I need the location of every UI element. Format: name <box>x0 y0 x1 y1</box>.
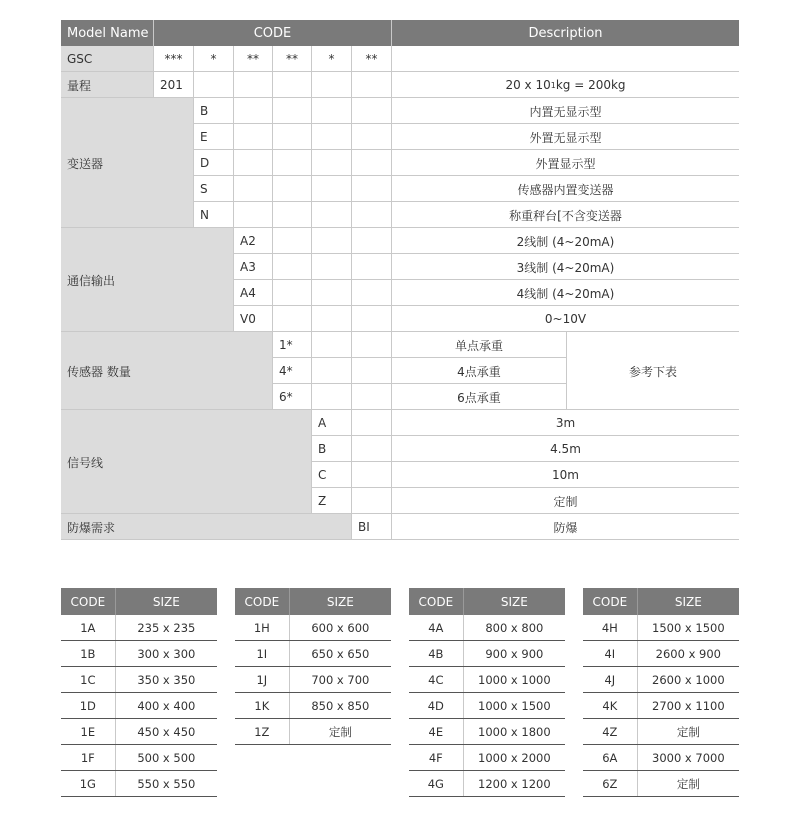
size-code: 6A <box>602 750 618 765</box>
empty-code-cell <box>272 280 311 306</box>
transmitter-option-code: E <box>193 124 233 150</box>
size-code: 1C <box>80 672 96 687</box>
empty-code-cell <box>311 228 351 254</box>
range-desc-suffix: kg = 200kg <box>555 78 626 92</box>
explosion-proof-code: BI <box>351 514 391 540</box>
gsc-code-placeholder: ** <box>233 46 272 72</box>
empty-code-cell <box>351 280 391 306</box>
output-option-description: 2线制 (4~20mA) <box>391 228 739 254</box>
output-option-code: A3 <box>233 254 272 280</box>
size-table-header <box>61 588 217 615</box>
size-column-header: SIZE <box>289 588 391 615</box>
size-table-1 <box>61 588 217 797</box>
empty-code-cell <box>351 176 391 202</box>
size-value: 2600 x 1000 <box>637 667 739 692</box>
size-value: 2600 x 900 <box>637 641 739 666</box>
empty-code-cell <box>272 228 311 254</box>
signal-wire-label: 信号线 <box>61 410 311 514</box>
empty-code-cell <box>233 72 272 98</box>
size-value: 300 x 300 <box>115 641 217 666</box>
empty-code-cell <box>233 150 272 176</box>
size-code: 1K <box>254 698 270 713</box>
row-divider <box>61 71 739 72</box>
size-value: 850 x 850 <box>289 693 391 718</box>
size-code: 4K <box>602 698 618 713</box>
empty-code-cell <box>233 202 272 228</box>
size-value: 350 x 350 <box>115 667 217 692</box>
empty-code-cell <box>311 98 351 124</box>
size-table-row <box>583 693 739 719</box>
transmitter-option-description: 传感器内置变送器 <box>391 176 739 202</box>
size-code: 4I <box>604 646 616 661</box>
sensor-count-option-code: 6* <box>272 384 311 410</box>
output-option-code: A2 <box>233 228 272 254</box>
size-table-row <box>409 745 565 771</box>
size-value: 定制 <box>637 771 739 796</box>
code-column-header: CODE <box>418 594 454 609</box>
size-table-row <box>583 667 739 693</box>
row-divider <box>61 539 739 540</box>
gsc-code-placeholder: * <box>193 46 233 72</box>
size-value: 600 x 600 <box>289 615 391 640</box>
signal-wire-option-code: A <box>311 410 351 436</box>
size-table-row <box>235 667 391 693</box>
empty-code-cell <box>233 124 272 150</box>
range-description <box>391 72 739 98</box>
transmitter-option-code: N <box>193 202 233 228</box>
transmitter-option-description: 外置无显示型 <box>391 124 739 150</box>
size-table-row <box>583 745 739 771</box>
range-code: 201 <box>153 72 193 98</box>
sensor-count-option-description: 6点承重 <box>391 384 566 410</box>
size-table-row <box>235 615 391 641</box>
size-value: 900 x 900 <box>463 641 565 666</box>
empty-code-cell <box>272 124 311 150</box>
size-table-row <box>409 667 565 693</box>
size-table-row <box>409 615 565 641</box>
signal-wire-option-code: C <box>311 462 351 488</box>
code-column-header: CODE <box>70 594 106 609</box>
gsc-code-placeholder: ** <box>351 46 391 72</box>
size-value: 1000 x 1500 <box>463 693 565 718</box>
size-column-header: SIZE <box>115 588 217 615</box>
size-table-row <box>409 693 565 719</box>
transmitter-option-description: 称重秤台[不含变送器 <box>391 202 739 228</box>
empty-code-cell <box>272 72 311 98</box>
size-column-header: SIZE <box>463 588 565 615</box>
size-value: 500 x 500 <box>115 745 217 770</box>
size-table-header <box>409 588 565 615</box>
size-table-row <box>61 693 217 719</box>
empty-code-cell <box>193 72 233 98</box>
size-code: 4A <box>428 620 444 635</box>
empty-code-cell <box>351 72 391 98</box>
explosion-proof-description: 防爆 <box>391 514 739 540</box>
size-value: 400 x 400 <box>115 693 217 718</box>
size-code: 1E <box>80 724 96 739</box>
empty-code-cell <box>351 98 391 124</box>
size-code: 4D <box>427 698 444 713</box>
ordering-code-table <box>61 20 739 537</box>
size-table-row <box>61 615 217 641</box>
size-table-row <box>61 641 217 667</box>
size-table-row <box>235 719 391 745</box>
transmitter-label: 变送器 <box>61 98 193 228</box>
empty-code-cell <box>351 358 391 384</box>
header-code: CODE <box>153 20 391 46</box>
size-table-row <box>583 719 739 745</box>
gsc-code-placeholder: * <box>311 46 351 72</box>
header-model-name: Model Name <box>61 20 153 46</box>
size-table-row <box>583 771 739 797</box>
empty-code-cell <box>311 332 351 358</box>
transmitter-option-code: D <box>193 150 233 176</box>
empty-code-cell <box>351 228 391 254</box>
empty-code-cell <box>272 150 311 176</box>
gsc-code-placeholder: ** <box>272 46 311 72</box>
size-value: 550 x 550 <box>115 771 217 796</box>
signal-wire-option-description: 10m <box>391 462 739 488</box>
sensor-count-option-code: 1* <box>272 332 311 358</box>
size-code: 1B <box>80 646 96 661</box>
empty-code-cell <box>311 254 351 280</box>
model-gsc-label: GSC <box>61 46 153 72</box>
size-code: 1F <box>80 750 95 765</box>
size-value: 1200 x 1200 <box>463 771 565 796</box>
transmitter-option-description: 内置无显示型 <box>391 98 739 124</box>
empty-code-cell <box>351 436 391 462</box>
size-value: 2700 x 1100 <box>637 693 739 718</box>
empty-code-cell <box>351 254 391 280</box>
empty-code-cell <box>272 202 311 228</box>
size-table-header <box>583 588 739 615</box>
signal-wire-option-description: 3m <box>391 410 739 436</box>
size-value: 1000 x 1800 <box>463 719 565 744</box>
size-code: 1G <box>79 776 96 791</box>
empty-code-cell <box>351 124 391 150</box>
empty-code-cell <box>311 280 351 306</box>
sensor-count-option-description: 单点承重 <box>391 332 566 358</box>
transmitter-option-code: S <box>193 176 233 202</box>
empty-code-cell <box>351 462 391 488</box>
empty-code-cell <box>272 176 311 202</box>
output-option-code: A4 <box>233 280 272 306</box>
transmitter-option-code: B <box>193 98 233 124</box>
empty-code-cell <box>233 98 272 124</box>
size-code: 4C <box>428 672 444 687</box>
empty-code-cell <box>351 306 391 332</box>
empty-code-cell <box>351 410 391 436</box>
empty-code-cell <box>351 150 391 176</box>
range-label: 量程 <box>61 72 153 98</box>
size-table-row <box>583 615 739 641</box>
size-code: 1H <box>253 620 270 635</box>
transmitter-option-description: 外置显示型 <box>391 150 739 176</box>
output-option-description: 3线制 (4~20mA) <box>391 254 739 280</box>
size-code: 4F <box>428 750 443 765</box>
size-code: 4B <box>428 646 444 661</box>
empty-code-cell <box>311 72 351 98</box>
size-code: 1I <box>256 646 268 661</box>
empty-code-cell <box>351 202 391 228</box>
empty-code-cell <box>233 176 272 202</box>
size-table-2 <box>235 588 391 745</box>
size-table-header <box>235 588 391 615</box>
signal-wire-option-code: Z <box>311 488 351 514</box>
code-column-header: CODE <box>592 594 628 609</box>
gsc-description-empty <box>391 46 739 72</box>
output-option-description: 0~10V <box>391 306 739 332</box>
size-value: 3000 x 7000 <box>637 745 739 770</box>
size-value: 定制 <box>289 719 391 744</box>
empty-code-cell <box>311 150 351 176</box>
size-table-row <box>583 641 739 667</box>
empty-code-cell <box>311 176 351 202</box>
explosion-proof-label: 防爆需求 <box>61 514 351 540</box>
size-table-row <box>61 771 217 797</box>
header-description: Description <box>391 20 739 46</box>
size-value: 1500 x 1500 <box>637 615 739 640</box>
size-code: 1J <box>256 672 268 687</box>
size-code: 4J <box>604 672 616 687</box>
size-value: 650 x 650 <box>289 641 391 666</box>
empty-code-cell <box>272 98 311 124</box>
size-code: 1D <box>79 698 96 713</box>
sensor-count-option-code: 4* <box>272 358 311 384</box>
row-divider <box>61 97 739 98</box>
size-value: 800 x 800 <box>463 615 565 640</box>
output-label: 通信输出 <box>61 228 233 332</box>
empty-code-cell <box>311 124 351 150</box>
empty-code-cell <box>351 488 391 514</box>
size-code: 4G <box>427 776 444 791</box>
empty-code-cell <box>351 332 391 358</box>
code-column-header: CODE <box>244 594 280 609</box>
size-value: 定制 <box>637 719 739 744</box>
size-table-row <box>61 667 217 693</box>
size-value: 700 x 700 <box>289 667 391 692</box>
range-desc-prefix: 20 x 10 <box>505 78 551 92</box>
output-option-description: 4线制 (4~20mA) <box>391 280 739 306</box>
size-code: 6Z <box>602 776 618 791</box>
signal-wire-option-description: 4.5m <box>391 436 739 462</box>
empty-code-cell <box>272 254 311 280</box>
size-value: 450 x 450 <box>115 719 217 744</box>
size-table-row <box>61 745 217 771</box>
empty-code-cell <box>351 384 391 410</box>
empty-code-cell <box>311 384 351 410</box>
size-code: 4Z <box>602 724 618 739</box>
empty-code-cell <box>311 358 351 384</box>
sensor-count-option-description: 4点承重 <box>391 358 566 384</box>
gsc-code-placeholder: *** <box>153 46 193 72</box>
size-table-row <box>235 641 391 667</box>
size-table-3 <box>409 588 565 797</box>
signal-wire-option-code: B <box>311 436 351 462</box>
size-code: 1Z <box>254 724 270 739</box>
size-table-row <box>409 719 565 745</box>
empty-code-cell <box>311 306 351 332</box>
range-desc-superscript: 1 <box>550 80 556 90</box>
empty-code-cell <box>272 306 311 332</box>
output-option-code: V0 <box>233 306 272 332</box>
size-code: 4E <box>428 724 444 739</box>
size-value: 1000 x 2000 <box>463 745 565 770</box>
size-column-header: SIZE <box>637 588 739 615</box>
sensor-count-label: 传感器 数量 <box>61 332 272 410</box>
size-table-row <box>409 641 565 667</box>
signal-wire-option-description: 定制 <box>391 488 739 514</box>
size-code: 4H <box>601 620 618 635</box>
size-value: 235 x 235 <box>115 615 217 640</box>
sensor-count-note: 参考下表 <box>566 332 739 410</box>
size-table-row <box>235 693 391 719</box>
size-table-4 <box>583 588 739 797</box>
empty-code-cell <box>311 202 351 228</box>
size-table-row <box>409 771 565 797</box>
size-value: 1000 x 1000 <box>463 667 565 692</box>
size-table-row <box>61 719 217 745</box>
size-code: 1A <box>80 620 96 635</box>
